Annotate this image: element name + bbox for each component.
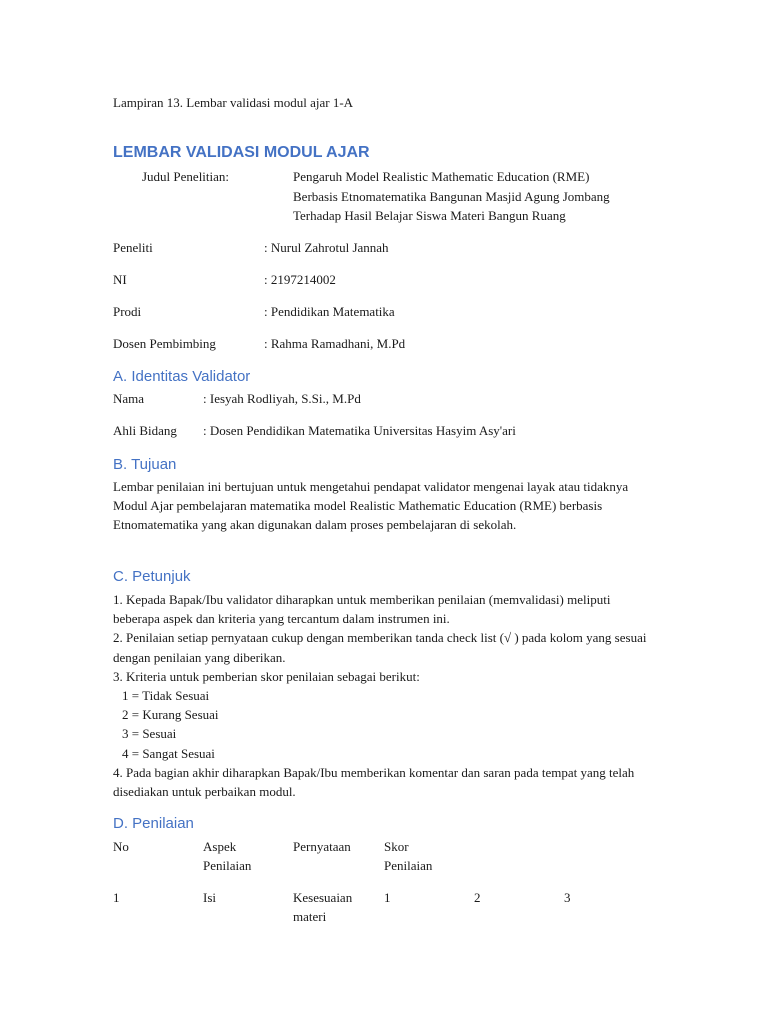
table-cell-score-3: 3 bbox=[564, 890, 571, 905]
ni-label: NI bbox=[113, 272, 127, 287]
table-cell-score-2: 2 bbox=[474, 890, 481, 905]
table-cell-statement: materi bbox=[293, 909, 327, 924]
score-criterion: 1 = Tidak Sesuai bbox=[122, 688, 210, 704]
table-header-statement: Pernyataan bbox=[293, 839, 351, 854]
section-d-heading: D. Penilaian bbox=[113, 815, 194, 832]
expertise-value: : Dosen Pendidikan Matematika Universitas Hasyim Asy'ari bbox=[203, 423, 516, 438]
research-title-line: Berbasis Etnomatematika Bangunan Masjid Agung Jombang bbox=[293, 189, 610, 204]
purpose-text: Lembar penilaian ini bertujuan untuk mengetahui pendapat validator mengenai layak atau tidaknya Modul Ajar pembelajaran matematika model Realistic Mathematic Education (RME) berbasis Etnomatematika yang akan digunakan dalam proses pembelajaran di sekolah. bbox=[113, 479, 629, 533]
score-criterion: 4 = Sangat Sesuai bbox=[122, 745, 215, 761]
instruction-item: 2. Penilaian setiap pernyataan cukup dengan memberikan tanda check list (√ ) pada kolom yang sesuai dengan penilaian yang diberikan. bbox=[113, 630, 647, 665]
supervisor-value: : Rahma Ramadhani, M.Pd bbox=[264, 336, 406, 351]
instruction-item: 3. Kriteria untuk pemberian skor penilaian sebagai berikut: bbox=[113, 668, 420, 684]
instruction-item: 1. Kepada Bapak/Ibu validator diharapkan untuk memberikan penilaian (memvalidasi) meliputi beberapa aspek dan kriteria yang tercantum dalam instrumen ini. bbox=[113, 592, 611, 627]
research-title-line: Terhadap Hasil Belajar Siswa Materi Bangun Ruang bbox=[293, 208, 566, 223]
attachment-caption: Lampiran 13. Lembar validasi modul ajar 1-A bbox=[113, 95, 354, 110]
document-title: LEMBAR VALIDASI MODUL AJAR bbox=[113, 144, 370, 161]
expertise-label: Ahli Bidang bbox=[113, 423, 177, 438]
section-c-heading: C. Petunjuk bbox=[113, 568, 191, 585]
table-header-score: Skor bbox=[384, 839, 409, 854]
table-cell-statement: Kesesuaian bbox=[293, 890, 353, 905]
supervisor-label: Dosen Pembimbing bbox=[113, 336, 216, 351]
validator-name-label: Nama bbox=[113, 391, 145, 406]
ni-value: : 2197214002 bbox=[264, 272, 336, 287]
table-header-aspect: Penilaian bbox=[203, 858, 252, 873]
table-header-no: No bbox=[113, 839, 129, 854]
instructions-block bbox=[113, 590, 658, 801]
table-header-aspect: Aspek bbox=[203, 839, 237, 854]
table-header-score: Penilaian bbox=[384, 858, 433, 873]
score-criterion: 2 = Kurang Sesuai bbox=[122, 707, 219, 723]
score-criterion: 3 = Sesuai bbox=[122, 726, 177, 742]
prodi-label: Prodi bbox=[113, 304, 142, 319]
research-title-line: Pengaruh Model Realistic Mathematic Education (RME) bbox=[293, 169, 590, 184]
purpose-paragraph bbox=[113, 477, 658, 535]
validator-name-value: : Iesyah Rodliyah, S.Si., M.Pd bbox=[203, 391, 361, 406]
table-cell-aspect: Isi bbox=[203, 890, 216, 905]
research-title-label: Judul Penelitian: bbox=[142, 169, 230, 184]
section-b-heading: B. Tujuan bbox=[113, 456, 177, 473]
table-cell-score-1: 1 bbox=[384, 890, 391, 905]
table-cell-no: 1 bbox=[113, 890, 120, 905]
instruction-item: 4. Pada bagian akhir diharapkan Bapak/Ibu memberikan komentar dan saran pada tempat yang telah disediakan untuk perbaikan modul. bbox=[113, 764, 635, 800]
section-a-heading: A. Identitas Validator bbox=[113, 368, 251, 385]
prodi-value: : Pendidikan Matematika bbox=[264, 304, 395, 319]
researcher-label: Peneliti bbox=[113, 240, 153, 255]
researcher-value: : Nurul Zahrotul Jannah bbox=[264, 240, 389, 255]
